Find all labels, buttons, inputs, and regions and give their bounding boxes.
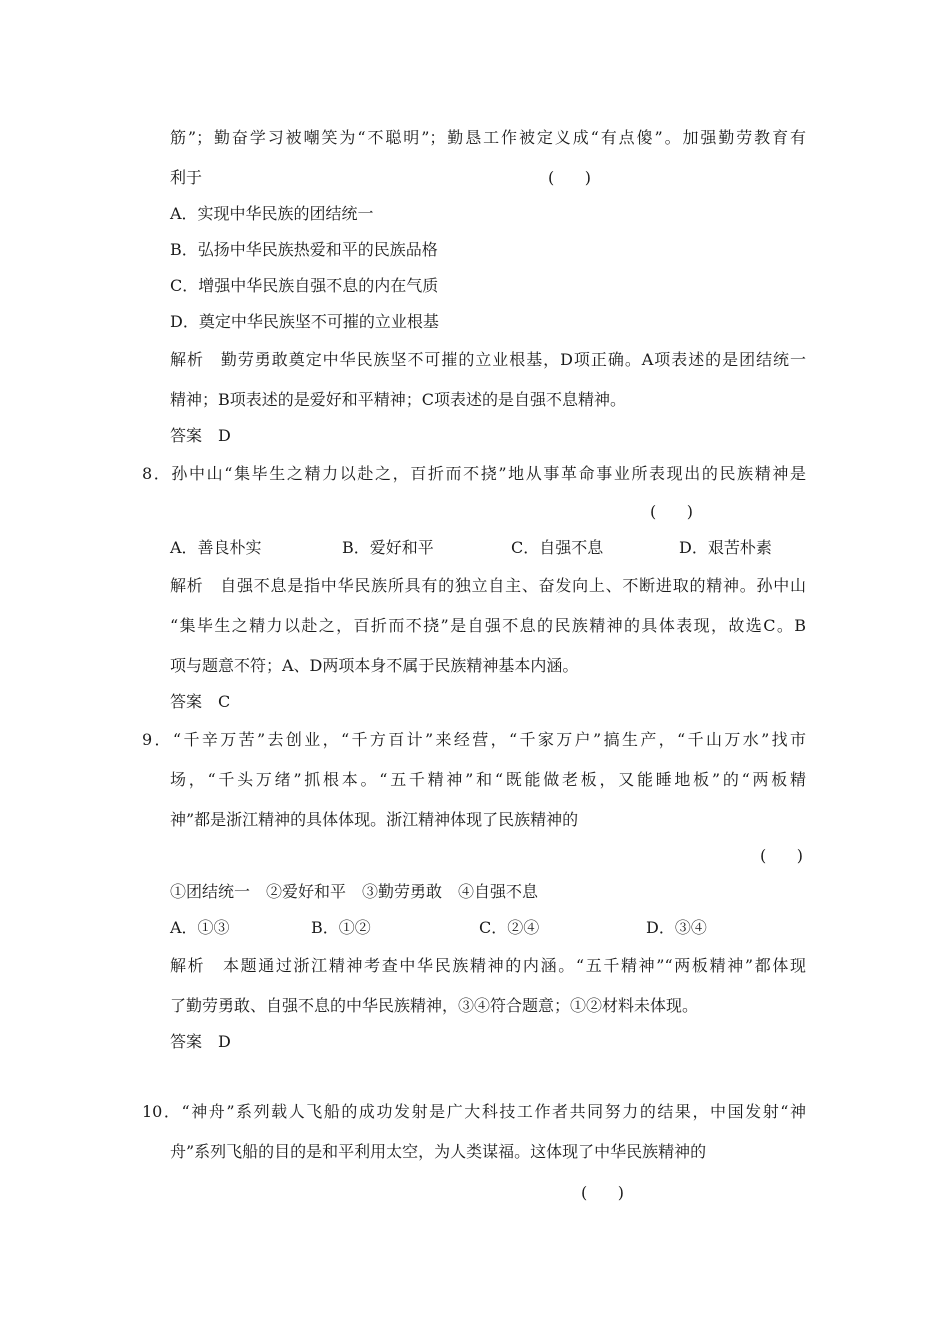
- q8-analysis-line-2: “集毕生之精力以赴之，百折而不挠”是自强不息的民族精神的具体表现，故选C。B: [170, 616, 806, 635]
- q7-answer: 答案 D: [170, 426, 231, 445]
- q9-option-c: C．②④: [479, 918, 540, 937]
- q8-answer-paren: ( ): [650, 502, 693, 521]
- q9-stem-line-1: 9．“千辛万苦”去创业，“千方百计”来经营，“千家万户”搞生产，“千山万水”找市: [142, 730, 806, 749]
- q9-option-a: A．①③: [170, 918, 230, 937]
- q8-option-b: B．爱好和平: [342, 538, 434, 557]
- q8-analysis-line-3: 项与题意不符；A、D两项本身不属于民族精神基本内涵。: [170, 656, 579, 675]
- q7-analysis-line-1: 解析 勤劳勇敢奠定中华民族坚不可摧的立业根基，D项正确。A项表述的是团结统一: [170, 350, 806, 369]
- q8-option-d: D．艰苦朴素: [679, 538, 772, 557]
- q9-stem-line-3: 神”都是浙江精神的具体体现。浙江精神体现了民族精神的: [170, 810, 579, 829]
- q9-stem-line-2: 场，“千头万绪”抓根本。“五千精神”和“既能做老板，又能睡地板”的“两板精: [170, 770, 806, 789]
- q7-option-d: D．奠定中华民族坚不可摧的立业根基: [170, 312, 439, 331]
- q8-option-a: A．善良朴实: [170, 538, 262, 557]
- q7-answer-paren: ( ): [548, 168, 591, 187]
- q9-option-d: D．③④: [646, 918, 707, 937]
- q9-analysis-line-1: 解析 本题通过浙江精神考查中华民族精神的内涵。“五千精神”“两板精神”都体现: [170, 956, 806, 975]
- q7-option-b: B．弘扬中华民族热爱和平的民族品格: [170, 240, 438, 259]
- q7-stem-line-2: 利于: [170, 168, 203, 187]
- q9-analysis-line-2: 了勤劳勇敢、自强不息的中华民族精神，③④符合题意；①②材料未体现。: [170, 996, 699, 1015]
- q10-stem-line-2: 舟”系列飞船的目的是和平利用太空，为人类谋福。这体现了中华民族精神的: [170, 1142, 707, 1161]
- q10-answer-paren: ( ): [581, 1183, 624, 1202]
- q8-option-c: C．自强不息: [511, 538, 604, 557]
- q8-analysis-line-1: 解析 自强不息是指中华民族所具有的独立自主、奋发向上、不断进取的精神。孙中山: [170, 576, 806, 595]
- q8-answer: 答案 C: [170, 692, 231, 711]
- q7-option-c: C．增强中华民族自强不息的内在气质: [170, 276, 439, 295]
- q7-stem-line-1: 筋”；勤奋学习被嘲笑为“不聪明”；勤恳工作被定义成“有点傻”。加强勤劳教育有: [170, 128, 806, 147]
- q7-analysis-line-2: 精神；B项表述的是爱好和平精神；C项表述的是自强不息精神。: [170, 390, 627, 409]
- q9-answer: 答案 D: [170, 1032, 231, 1051]
- q8-stem-line-1: 8．孙中山“集毕生之精力以赴之，百折而不挠”地从事革命事业所表现出的民族精神是: [142, 464, 806, 483]
- q9-statement-items: ①团结统一 ②爱好和平 ③勤劳勇敢 ④自强不息: [170, 882, 539, 901]
- q9-answer-paren: ( ): [760, 846, 803, 865]
- q7-option-a: A．实现中华民族的团结统一: [170, 204, 374, 223]
- q9-option-b: B．①②: [311, 918, 371, 937]
- q10-stem-line-1: 10．“神舟”系列载人飞船的成功发射是广大科技工作者共同努力的结果，中国发射“神: [142, 1102, 806, 1121]
